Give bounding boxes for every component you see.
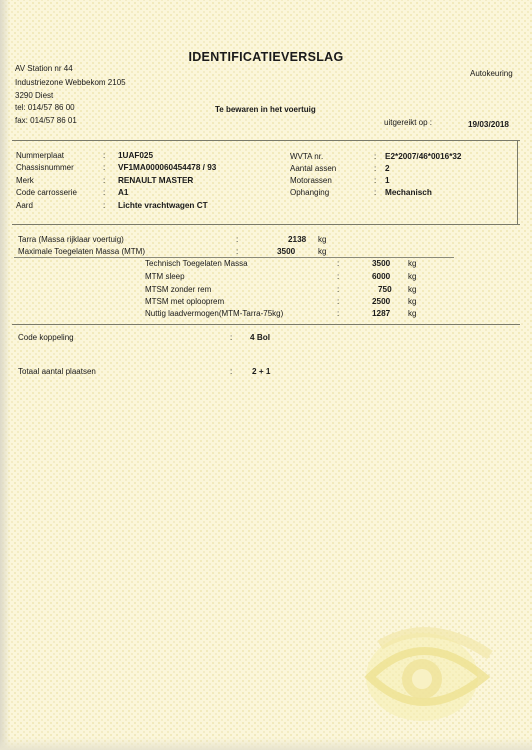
detail-value: 750 <box>378 285 392 294</box>
field-label: Ophanging <box>290 188 330 197</box>
detail-label: MTSM met oplooprem <box>145 297 225 306</box>
issuer-line-3: 3290 Diest <box>15 91 54 100</box>
issuer-line-2: Industriezone Webbekom 2105 <box>15 78 126 87</box>
drive-axles-value: 1 <box>385 176 390 185</box>
field-colon: : <box>337 259 340 268</box>
issued-date: 19/03/2018 <box>468 120 509 129</box>
axle-count-value: 2 <box>385 164 390 173</box>
field-colon: : <box>236 247 239 256</box>
detail-label: Nuttig laadvermogen(MTM-Tarra-75kg) <box>145 309 284 318</box>
detail-label: MTM sleep <box>145 272 185 281</box>
brand-value: RENAULT MASTER <box>118 176 194 185</box>
divider <box>12 324 520 325</box>
eye-watermark-logo <box>360 615 500 735</box>
field-colon: : <box>103 176 106 185</box>
field-colon: : <box>230 333 233 342</box>
detail-value: 1287 <box>372 309 391 318</box>
field-colon: : <box>103 188 106 197</box>
mtm-value: 3500 <box>277 247 296 256</box>
field-label: Tarra (Massa rijklaar voertuig) <box>18 235 124 244</box>
unit-label: kg <box>318 235 327 244</box>
detail-label: Technisch Toegelaten Massa <box>145 259 248 268</box>
field-colon: : <box>230 367 233 376</box>
field-label: Code carrosserie <box>16 188 77 197</box>
divider <box>12 224 520 225</box>
field-colon: : <box>337 297 340 306</box>
field-label: Maximale Toegelaten Massa (MTM) <box>18 247 146 256</box>
unit-label: kg <box>408 297 417 306</box>
detail-value: 3500 <box>372 259 391 268</box>
document-title: IDENTIFICATIEVERSLAG <box>188 50 344 64</box>
unit-label: kg <box>408 309 417 318</box>
field-label: Code koppeling <box>18 333 74 342</box>
unit-label: kg <box>408 285 417 294</box>
divider <box>12 140 520 141</box>
field-label: Aard <box>16 201 33 210</box>
unit-label: kg <box>408 272 417 281</box>
field-label: Merk <box>16 176 34 185</box>
divider <box>517 140 518 225</box>
field-label: Motorassen <box>290 176 332 185</box>
field-label: Aantal assen <box>290 164 337 173</box>
field-colon: : <box>374 152 377 161</box>
detail-value: 6000 <box>372 272 391 281</box>
suspension-value: Mechanisch <box>385 188 432 197</box>
approval-number-value: E2*2007/46*0016*32 <box>385 152 462 161</box>
vehicle-kind-value: Lichte vrachtwagen CT <box>118 201 208 210</box>
field-colon: : <box>103 151 106 160</box>
field-colon: : <box>103 201 106 210</box>
keep-in-vehicle-note: Te bewaren in het voertuig <box>215 105 316 114</box>
seats-value: 2 + 1 <box>252 367 271 376</box>
field-colon: : <box>374 188 377 197</box>
divider <box>14 257 454 258</box>
field-colon: : <box>337 272 340 281</box>
scan-shadow <box>0 0 10 750</box>
field-colon: : <box>337 285 340 294</box>
detail-value: 2500 <box>372 297 391 306</box>
unit-label: kg <box>408 259 417 268</box>
field-label: Totaal aantal plaatsen <box>18 367 96 376</box>
unit-label: kg <box>318 247 327 256</box>
body-code-value: A1 <box>118 188 129 197</box>
detail-label: MTSM zonder rem <box>145 285 212 294</box>
field-colon: : <box>337 309 340 318</box>
field-colon: : <box>374 164 377 173</box>
issuer-line-1: AV Station nr 44 <box>15 64 73 73</box>
plate-value: 1UAF025 <box>118 151 154 160</box>
field-colon: : <box>236 235 239 244</box>
field-label: Chassisnummer <box>16 163 74 172</box>
field-label: WVTA nr. <box>290 152 324 161</box>
chassis-value: VF1MA000060454478 / 93 <box>118 163 217 172</box>
issuer-tel: tel: 014/57 86 00 <box>15 103 75 112</box>
coupling-value: 4 Bol <box>250 333 271 342</box>
field-colon: : <box>103 163 106 172</box>
tarra-value: 2138 <box>288 235 307 244</box>
scan-edge <box>0 738 532 750</box>
field-label: Nummerplaat <box>16 151 65 160</box>
field-colon: : <box>374 176 377 185</box>
keuring-type: Autokeuring <box>470 69 513 78</box>
issued-label: uitgereikt op : <box>384 118 433 127</box>
issuer-fax: fax: 014/57 86 01 <box>15 116 77 125</box>
